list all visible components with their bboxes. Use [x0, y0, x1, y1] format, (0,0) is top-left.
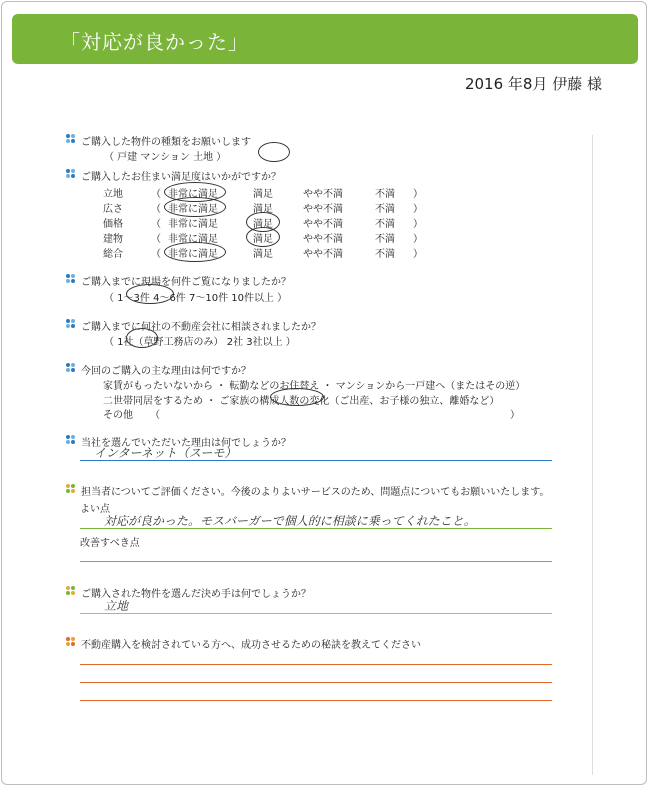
row-label: 広さ [103, 204, 123, 215]
bullet-dots-icon [66, 363, 76, 373]
question-text: 当社を選んでいただいた理由は何でしょうか？ [81, 438, 291, 449]
bullet-dots-icon [66, 134, 76, 144]
answer-rule [80, 460, 552, 461]
handwritten-answer: インターネット（スーモ） [94, 446, 237, 460]
bullet-dots-icon [66, 637, 76, 647]
vertical-rule [592, 135, 593, 775]
reason-other-paren-close: ） [510, 410, 520, 421]
reason-options-line-2: 二世帯同居をするため ・ ご家族の構成人数の変化（ご出産、お子様の独立、離婚など） [103, 396, 500, 407]
option-satisfied: 満足 [253, 219, 273, 230]
answer-rule [80, 700, 552, 701]
satisfaction-row-building [103, 230, 523, 244]
row-paren-open: （ [151, 204, 161, 215]
row-paren-open: （ [151, 189, 161, 200]
option-dissatisfied: 不満 [375, 219, 395, 230]
answer-rule [80, 682, 552, 683]
question-text: ご購入したお住まい満足度はいかがですか？ [81, 172, 281, 183]
row-paren-close: ） [413, 234, 423, 245]
answer-circle-mark [258, 142, 290, 162]
option-dissatisfied: 不満 [375, 249, 395, 260]
property-type-options: （ 戸建 マンション 土地 ） [104, 152, 227, 163]
handwritten-answer: 対応が良かった。モスバーガーで個人的に相談に乗ってくれたこと。 [104, 514, 476, 528]
answer-rule [80, 664, 552, 665]
agencies-count-options: （ 1社（草野工務店のみ） 2社 3社以上 ） [104, 337, 296, 348]
bullet-dots-icon [66, 274, 76, 284]
answer-rule [80, 528, 552, 529]
good-points-label: よい点 [80, 504, 110, 515]
option-very-satisfied: 非常に満足 [168, 204, 218, 215]
question-text: 今回のご購入の主な理由は何ですか？ [81, 366, 251, 377]
row-paren-open: （ [151, 249, 161, 260]
option-dissatisfied: 不満 [375, 204, 395, 215]
improvement-points-label: 改善すべき点 [80, 538, 140, 549]
bullet-dots-icon [66, 319, 76, 329]
bullet-dots-icon [66, 586, 76, 596]
row-label: 価格 [103, 219, 123, 230]
option-somewhat-dissatisfied: やや不満 [303, 234, 343, 245]
question-text: 担当者についてご評価ください。今後のよりよいサービスのため、問題点についてもお願いいたします。 [81, 487, 550, 498]
bullet-dots-icon [66, 435, 76, 445]
satisfaction-row-price [103, 215, 523, 229]
option-satisfied: 満足 [253, 204, 273, 215]
answer-circle-mark [126, 328, 158, 348]
row-label: 建物 [103, 234, 123, 245]
option-somewhat-dissatisfied: やや不満 [303, 249, 343, 260]
row-label: 総合 [103, 249, 123, 260]
row-paren-close: ） [413, 219, 423, 230]
viewings-count-options: （ 1～3件 4～6件 7～10件 10件以上 ） [104, 293, 288, 304]
row-label: 立地 [103, 189, 123, 200]
reason-options-line-1: 家賃がもったいないから ・ 転勤などのお住替え ・ マンションから一戸建へ（またはその逆） [103, 381, 526, 392]
bullet-dots-icon [66, 484, 76, 494]
option-very-satisfied: 非常に満足 [168, 249, 218, 260]
answer-circle-mark [164, 242, 226, 262]
answer-circle-mark [246, 227, 280, 247]
option-dissatisfied: 不満 [375, 189, 395, 200]
option-somewhat-dissatisfied: やや不満 [303, 189, 343, 200]
option-very-satisfied: 非常に満足 [168, 189, 218, 200]
row-paren-close: ） [413, 189, 423, 200]
title-banner [12, 14, 638, 64]
question-text: ご購入された物件を選んだ決め手は何でしょうか？ [81, 589, 311, 600]
question-text: ご購入までに現場を何件ご覧になりましたか？ [81, 277, 291, 288]
option-very-satisfied: 非常に満足 [168, 219, 218, 230]
row-paren-open: （ [151, 219, 161, 230]
bullet-dots-icon [66, 169, 76, 179]
row-paren-close: ） [413, 204, 423, 215]
banner-title: 「対応が良かった」 [60, 30, 249, 54]
reason-other-paren-open: （ [150, 410, 160, 421]
answer-circle-mark [126, 284, 174, 304]
answer-rule [80, 613, 552, 614]
reason-other-label: その他 [103, 410, 133, 421]
option-satisfied: 満足 [253, 234, 273, 245]
handwritten-answer: 立地 [104, 599, 129, 613]
question-text: ご購入までに何社の不動産会社に相談されましたか？ [81, 322, 321, 333]
row-paren-open: （ [151, 234, 161, 245]
row-paren-close: ） [413, 249, 423, 260]
option-somewhat-dissatisfied: やや不満 [303, 219, 343, 230]
option-very-satisfied: 非常に満足 [168, 234, 218, 245]
answer-circle-mark [270, 388, 324, 406]
option-satisfied: 満足 [253, 189, 273, 200]
answer-circle-mark [164, 197, 226, 217]
question-text: 不動産購入を検討されている方へ、成功させるための秘訣を教えてください [81, 640, 421, 651]
option-dissatisfied: 不満 [375, 234, 395, 245]
customer-date-name: 2016 年8月 伊藤 様 [464, 75, 602, 93]
option-satisfied: 満足 [253, 249, 273, 260]
question-text: ご購入した物件の種類をお願いします [81, 137, 251, 148]
option-somewhat-dissatisfied: やや不満 [303, 204, 343, 215]
answer-rule [80, 561, 552, 562]
